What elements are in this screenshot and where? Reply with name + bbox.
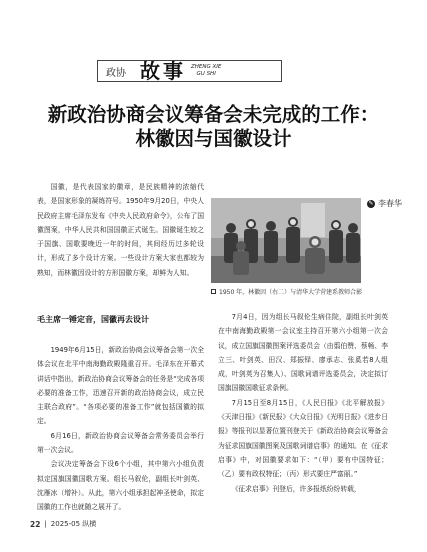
right-column xyxy=(218,310,388,496)
left-column xyxy=(37,343,204,515)
masthead-pinyin xyxy=(191,64,221,78)
caption-square-icon xyxy=(211,289,216,294)
body-paragraph: 《征求启事》刊登后，许多报纸纷纷转载， xyxy=(231,484,361,493)
article-title-line2: 林徽因与国徽设计 xyxy=(135,127,292,150)
intro-paragraph: 国徽，是代表国家的徽章，是民族精神的浓缩代表，是国家形象的凝练符号。1950年9月20日，中央人民政府主席毛泽东发布《中央人民政府命令》，公布了国徽图案，中华人民共和国国徽正式诞生。国徽诞生较之于国旗、国歌要晚近一年的时间，其间经历过多轮设计，形成了多个设计方案。一些设计方案大家也都较为熟知，而林徽因设计的方形国徽方案，却鲜为人知。 xyxy=(37,183,204,277)
photo-caption-text: 1950 年，林徽因（右二）与清华大学营建系教师合影 xyxy=(219,289,363,296)
page-number: 22 xyxy=(30,519,41,529)
masthead xyxy=(97,60,282,82)
article-title xyxy=(0,103,427,151)
group-photo-illustration xyxy=(211,198,361,283)
body-paragraph: 6月16日，新政治协商会议筹备会常务委员会举行第一次会议。 xyxy=(37,431,204,455)
body-paragraph: 会议决定筹备会下设6个小组，其中第六小组负责拟定国旗国徽国歌方案。组长马叙伦，副组长叶剑英、沈雁冰（增补）。从此，第六小组承担起神圣使命，拟定国徽的工作也就随之展开了。 xyxy=(37,460,204,512)
masthead-pinyin-line2: GU SHI xyxy=(196,71,216,77)
body-paragraph: 1949年6月15日，新政治协商会议筹备会第一次全体会议在北平中南海勤政殿隆重召开。毛泽东在开幕式讲话中指出，新政治协商会议筹备会的任务是“完成各项必要的准备工作，迅速召开新的政治协商会议，成立民主联合政府”。“各项必要的准备工作”就包括国徽的拟定。 xyxy=(37,346,204,426)
masthead-column-label: 政协 xyxy=(106,67,126,79)
pen-icon: ✎ xyxy=(368,199,374,207)
article-title-line1: 新政治协商会议筹备会未完成的工作： xyxy=(47,103,380,126)
section-subheading: 毛主席一锤定音，国徽再去设计 xyxy=(37,315,149,324)
footer-divider: | xyxy=(44,520,47,528)
author-name: 李春华 xyxy=(378,199,402,208)
body-paragraph: 7月4日，因为组长马叙伦生病住院，副组长叶剑英在中南海勤政殿第一会议室主持召开第六小组第一次会议，成立国旗国徽图案评选委员会（由翦伯赞、蔡畅、李立三、叶剑英、田汉、郑振铎、廖承志、张奚若8人组成，叶剑英为召集人）、国歌词谱评选委员会，决定拟订国旗国徽国歌征求条例。 xyxy=(218,313,388,393)
historical-photo xyxy=(211,198,361,283)
body-paragraph: 7月15日至8月15日，《人民日报》《北平解放报》《天津日报》《新民报》《大众日报》《光明日报》《进步日报》等报刊以显著位置刊登关于《新政治协商会议筹备会为征求国旗国徽图案及国歌词谱启事》的通知。在《征求启事》中，对国徽要求如下：“（甲）要有中国特征；（乙）要有政权特征；（丙）形式要庄严富丽。” xyxy=(218,398,388,479)
masthead-pinyin-line1: ZHENG XIE xyxy=(191,64,222,70)
intro-column xyxy=(37,180,204,280)
author-byline xyxy=(367,198,402,209)
issue-label: 2025-05 纵横 xyxy=(50,520,97,528)
masthead-column-title: 故事 xyxy=(140,59,186,83)
photo-caption xyxy=(211,287,362,296)
page-footer xyxy=(30,519,96,529)
